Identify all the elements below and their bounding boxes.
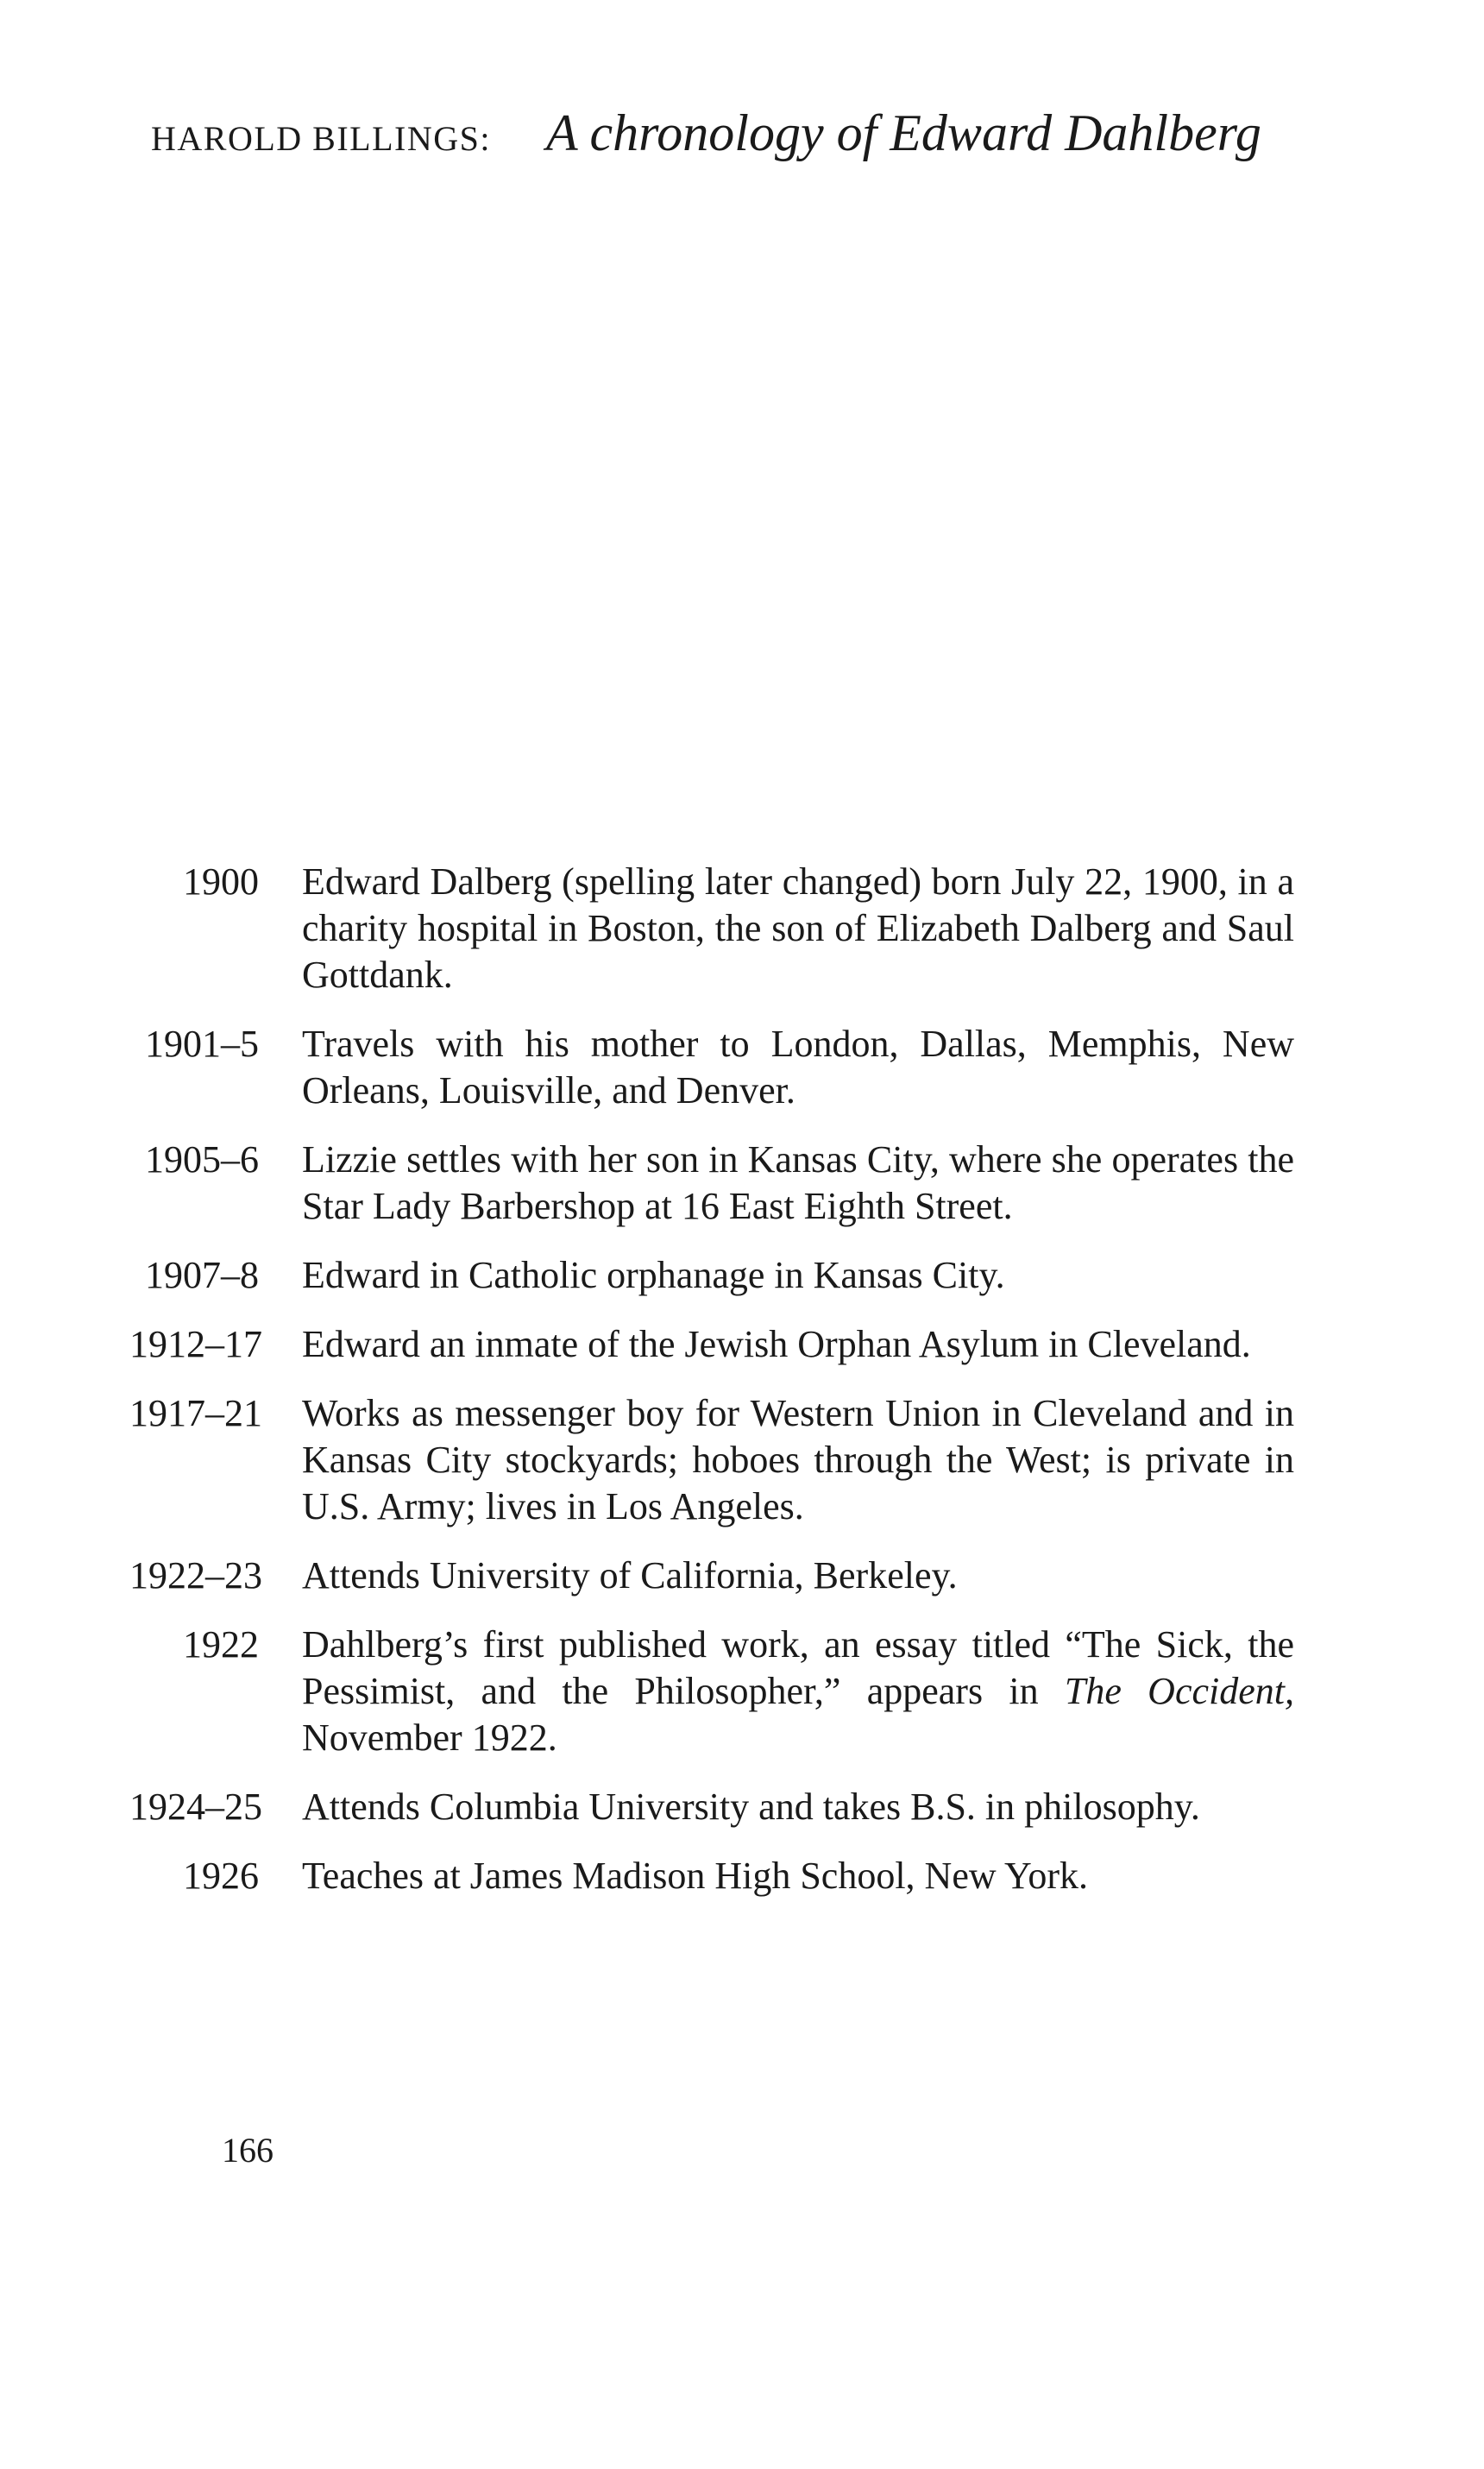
- entry-text: [302, 1622, 1294, 1761]
- journal-title: The Occident,: [1064, 1670, 1294, 1712]
- entry-text: Lizzie settles with her son in Kansas City, where she operates the Star Lady Barbershop at 16 East Eighth Street.: [302, 1138, 1294, 1227]
- chronology-entry: [129, 1622, 1337, 1761]
- entry-text: Edward an inmate of the Jewish Orphan Asylum in Cleveland.: [302, 1323, 1251, 1365]
- entry-text-part: November 1922.: [302, 1716, 557, 1759]
- entry-text: Edward in Catholic orphanage in Kansas City.: [302, 1254, 1005, 1296]
- chronology-entry: [129, 1252, 1337, 1299]
- entry-year: 1907–8: [145, 1254, 259, 1296]
- chronology-entry: [129, 1784, 1337, 1830]
- entry-text: Edward Dalberg (spelling later changed) born July 22, 1900, in a charity hospital in Boston, the son of Elizabeth Dalberg and Saul Gottdank.: [302, 860, 1294, 996]
- running-head: [151, 104, 1346, 163]
- entry-year: 1900: [183, 860, 259, 903]
- entry-text: Attends Columbia University and takes B.S. in philosophy.: [302, 1786, 1200, 1828]
- chronology-entry: [129, 1553, 1337, 1599]
- page-number: 166: [222, 2131, 274, 2170]
- entry-year: 1926: [183, 1855, 259, 1897]
- chronology-entry: [129, 859, 1337, 998]
- chronology-entry: [129, 1321, 1337, 1368]
- entry-year: 1912–17: [129, 1323, 262, 1365]
- entry-text: Attends University of California, Berkeley.: [302, 1554, 958, 1597]
- chronology-entry: [129, 1390, 1337, 1530]
- entry-year: 1905–6: [145, 1138, 259, 1181]
- entry-text: Works as messenger boy for Western Union in Cleveland and in Kansas City stockyards; hoboes through the West; is private in U.S. Army; lives in Los Angeles.: [302, 1392, 1294, 1527]
- entry-year: 1901–5: [145, 1023, 259, 1065]
- entry-year: 1922: [183, 1623, 259, 1666]
- chronology-entry: [129, 1853, 1337, 1899]
- page-title: A chronology of Edward Dahlberg: [545, 104, 1261, 161]
- entry-text: Teaches at James Madison High School, New York.: [302, 1855, 1089, 1897]
- entry-year: 1917–21: [129, 1392, 262, 1434]
- chronology-entry: [129, 1021, 1337, 1114]
- entry-year: 1924–25: [129, 1786, 262, 1828]
- entry-text-part: Dahlberg’s first published work, an essay titled “The Sick, the Pessimist, and the Philosopher,” appears in: [302, 1623, 1294, 1712]
- entry-year: 1922–23: [129, 1554, 262, 1597]
- chronology-list: [129, 859, 1337, 1922]
- author-name: HAROLD BILLINGS:: [151, 119, 491, 158]
- entry-text: Travels with his mother to London, Dallas, Memphis, New Orleans, Louisville, and Denver.: [302, 1023, 1294, 1112]
- chronology-entry: [129, 1137, 1337, 1230]
